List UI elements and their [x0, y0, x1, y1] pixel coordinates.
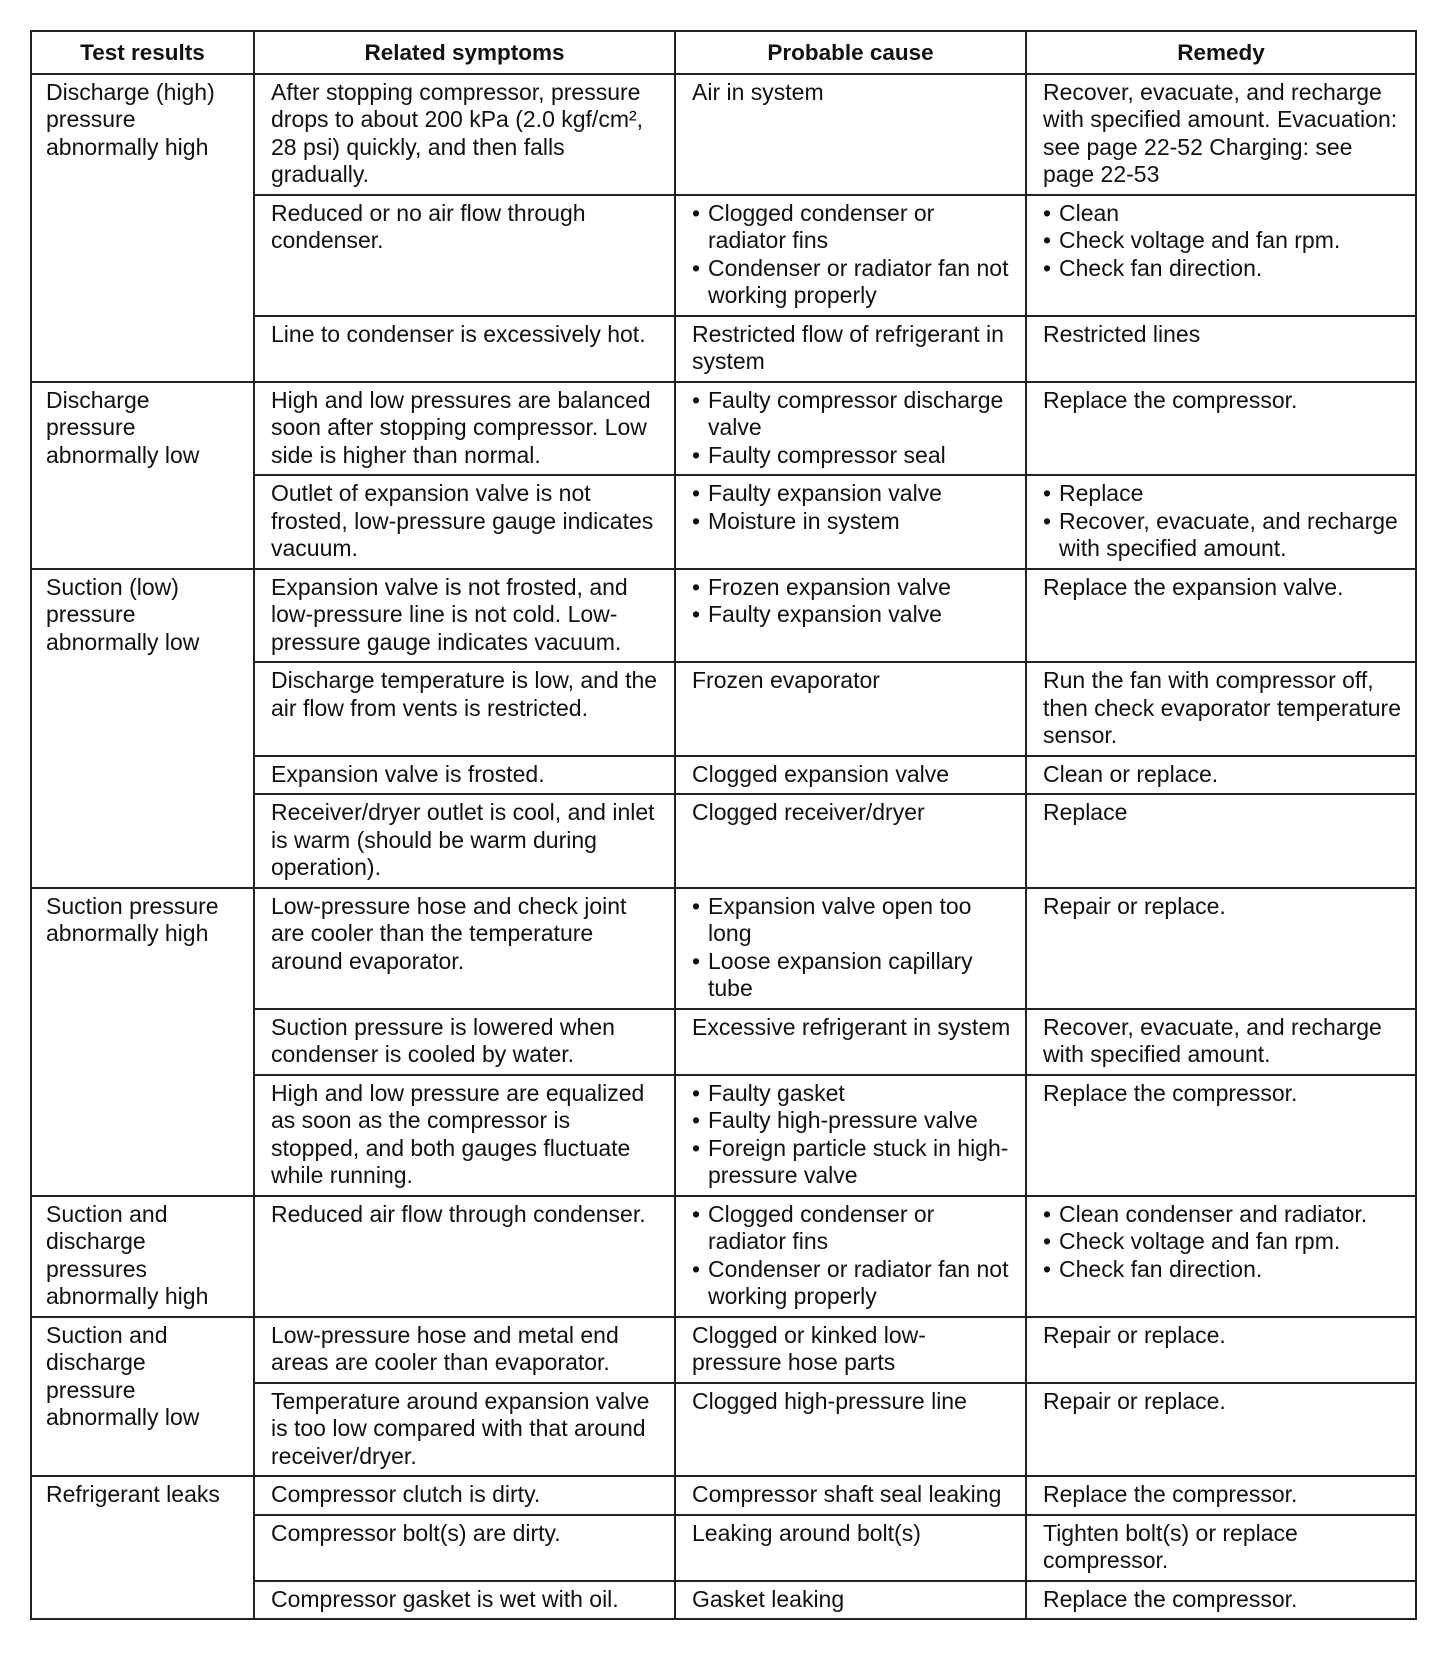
remedy-cell: Recover, evacuate, and recharge with specified amount. Evacuation: see page 22-52 Charging: see page 22-53 [1026, 74, 1416, 195]
test-result-cell: Refrigerant leaks [31, 1476, 254, 1619]
cause-cell [675, 382, 1026, 476]
remedy-cell: Tighten bolt(s) or replace compressor. [1026, 1515, 1416, 1581]
header-probable-cause: Probable cause [675, 31, 1026, 74]
table-row [31, 888, 1416, 1009]
symptom-cell: Reduced air flow through condenser. [254, 1196, 675, 1317]
cause-cell [675, 569, 1026, 663]
remedy-cell: Replace the compressor. [1026, 1075, 1416, 1196]
remedy-list [1043, 480, 1401, 563]
cause-cell: Compressor shaft seal leaking [675, 1476, 1026, 1515]
header-remedy: Remedy [1026, 31, 1416, 74]
cause-item: • Foreign particle stuck in high-pressure valve [692, 1135, 1011, 1190]
cause-cell: Excessive refrigerant in system [675, 1009, 1026, 1075]
header-test-results: Test results [31, 31, 254, 74]
cause-cell [675, 475, 1026, 569]
symptom-cell: Reduced or no air flow through condenser. [254, 195, 675, 316]
remedy-item: • Check fan direction. [1043, 255, 1401, 283]
document-page [30, 30, 1415, 1620]
remedy-cell: Replace the expansion valve. [1026, 569, 1416, 663]
test-result-cell: Discharge pressure abnormally low [31, 382, 254, 569]
table-row [31, 382, 1416, 476]
cause-item: • Faulty compressor seal [692, 442, 1011, 470]
cause-item: • Faulty compressor discharge valve [692, 387, 1011, 442]
remedy-cell: Restricted lines [1026, 316, 1416, 382]
symptom-cell: After stopping compressor, pressure drops to about 200 kPa (2.0 kgf/cm², 28 psi) quickly, and then falls gradually. [254, 74, 675, 195]
remedy-cell: Replace the compressor. [1026, 1581, 1416, 1620]
table-row [31, 1196, 1416, 1317]
symptom-cell: High and low pressures are balanced soon after stopping compressor. Low side is higher than normal. [254, 382, 675, 476]
cause-item: • Loose expansion capillary tube [692, 948, 1011, 1003]
remedy-item: • Check voltage and fan rpm. [1043, 1228, 1401, 1256]
cause-list [692, 387, 1011, 470]
cause-item: • Frozen expansion valve [692, 574, 1011, 602]
cause-list [692, 480, 1011, 535]
cause-item: • Faulty gasket [692, 1080, 1011, 1108]
remedy-cell: Replace the compressor. [1026, 382, 1416, 476]
remedy-item: • Check voltage and fan rpm. [1043, 227, 1401, 255]
remedy-cell: Repair or replace. [1026, 1383, 1416, 1477]
cause-list [692, 893, 1011, 1003]
symptom-cell: Outlet of expansion valve is not frosted, low-pressure gauge indicates vacuum. [254, 475, 675, 569]
cause-cell: Clogged expansion valve [675, 756, 1026, 795]
symptom-cell: High and low pressure are equalized as soon as the compressor is stopped, and both gauges fluctuate while running. [254, 1075, 675, 1196]
remedy-cell: Replace the compressor. [1026, 1476, 1416, 1515]
cause-cell: Restricted flow of refrigerant in system [675, 316, 1026, 382]
remedy-cell [1026, 195, 1416, 316]
cause-cell: Leaking around bolt(s) [675, 1515, 1026, 1581]
remedy-cell [1026, 1196, 1416, 1317]
cause-item: • Clogged condenser or radiator fins [692, 200, 1011, 255]
ac-troubleshooting-table [30, 30, 1417, 1620]
symptom-cell: Low-pressure hose and check joint are cooler than the temperature around evaporator. [254, 888, 675, 1009]
remedy-cell: Repair or replace. [1026, 1317, 1416, 1383]
test-result-cell: Discharge (high) pressure abnormally high [31, 74, 254, 382]
symptom-cell: Discharge temperature is low, and the air flow from vents is restricted. [254, 662, 675, 756]
cause-list [692, 200, 1011, 310]
cause-list [692, 1201, 1011, 1311]
remedy-cell: Run the fan with compressor off, then check evaporator temperature sensor. [1026, 662, 1416, 756]
cause-cell: Clogged receiver/dryer [675, 794, 1026, 888]
table-body [31, 74, 1416, 1620]
remedy-cell: Replace [1026, 794, 1416, 888]
remedy-cell [1026, 475, 1416, 569]
remedy-item: • Clean condenser and radiator. [1043, 1201, 1401, 1229]
remedy-item: • Recover, evacuate, and recharge with specified amount. [1043, 508, 1401, 563]
symptom-cell: Line to condenser is excessively hot. [254, 316, 675, 382]
cause-cell: Air in system [675, 74, 1026, 195]
remedy-item: • Check fan direction. [1043, 1256, 1401, 1284]
remedy-item: • Replace [1043, 480, 1401, 508]
symptom-cell: Receiver/dryer outlet is cool, and inlet is warm (should be warm during operation). [254, 794, 675, 888]
cause-cell: Gasket leaking [675, 1581, 1026, 1620]
remedy-cell: Repair or replace. [1026, 888, 1416, 1009]
symptom-cell: Temperature around expansion valve is too low compared with that around receiver/dryer. [254, 1383, 675, 1477]
cause-cell: Clogged high-pressure line [675, 1383, 1026, 1477]
cause-item: • Expansion valve open too long [692, 893, 1011, 948]
cause-item: • Faulty high-pressure valve [692, 1107, 1011, 1135]
cause-item: • Clogged condenser or radiator fins [692, 1201, 1011, 1256]
cause-cell [675, 1196, 1026, 1317]
table-row [31, 74, 1416, 195]
cause-list [692, 1080, 1011, 1190]
remedy-list [1043, 200, 1401, 283]
cause-item: • Moisture in system [692, 508, 1011, 536]
cause-cell [675, 888, 1026, 1009]
test-result-cell: Suction and discharge pressures abnormally high [31, 1196, 254, 1317]
table-row [31, 1317, 1416, 1383]
cause-item: • Condenser or radiator fan not working properly [692, 1256, 1011, 1311]
table-row [31, 569, 1416, 663]
remedy-cell: Clean or replace. [1026, 756, 1416, 795]
cause-cell: Clogged or kinked low-pressure hose parts [675, 1317, 1026, 1383]
cause-item: • Condenser or radiator fan not working properly [692, 255, 1011, 310]
symptom-cell: Compressor bolt(s) are dirty. [254, 1515, 675, 1581]
symptom-cell: Compressor clutch is dirty. [254, 1476, 675, 1515]
remedy-cell: Recover, evacuate, and recharge with specified amount. [1026, 1009, 1416, 1075]
cause-list [692, 574, 1011, 629]
remedy-item: • Clean [1043, 200, 1401, 228]
test-result-cell: Suction and discharge pressure abnormally low [31, 1317, 254, 1477]
symptom-cell: Compressor gasket is wet with oil. [254, 1581, 675, 1620]
table-row [31, 1476, 1416, 1515]
remedy-list [1043, 1201, 1401, 1284]
symptom-cell: Expansion valve is frosted. [254, 756, 675, 795]
test-result-cell: Suction (low) pressure abnormally low [31, 569, 254, 888]
test-result-cell: Suction pressure abnormally high [31, 888, 254, 1196]
cause-item: • Faulty expansion valve [692, 480, 1011, 508]
cause-cell: Frozen evaporator [675, 662, 1026, 756]
cause-item: • Faulty expansion valve [692, 601, 1011, 629]
table-header-row [31, 31, 1416, 74]
symptom-cell: Expansion valve is not frosted, and low-pressure line is not cold. Low-pressure gauge indicates vacuum. [254, 569, 675, 663]
header-related-symptoms: Related symptoms [254, 31, 675, 74]
symptom-cell: Suction pressure is lowered when condenser is cooled by water. [254, 1009, 675, 1075]
symptom-cell: Low-pressure hose and metal end areas are cooler than evaporator. [254, 1317, 675, 1383]
cause-cell [675, 1075, 1026, 1196]
cause-cell [675, 195, 1026, 316]
